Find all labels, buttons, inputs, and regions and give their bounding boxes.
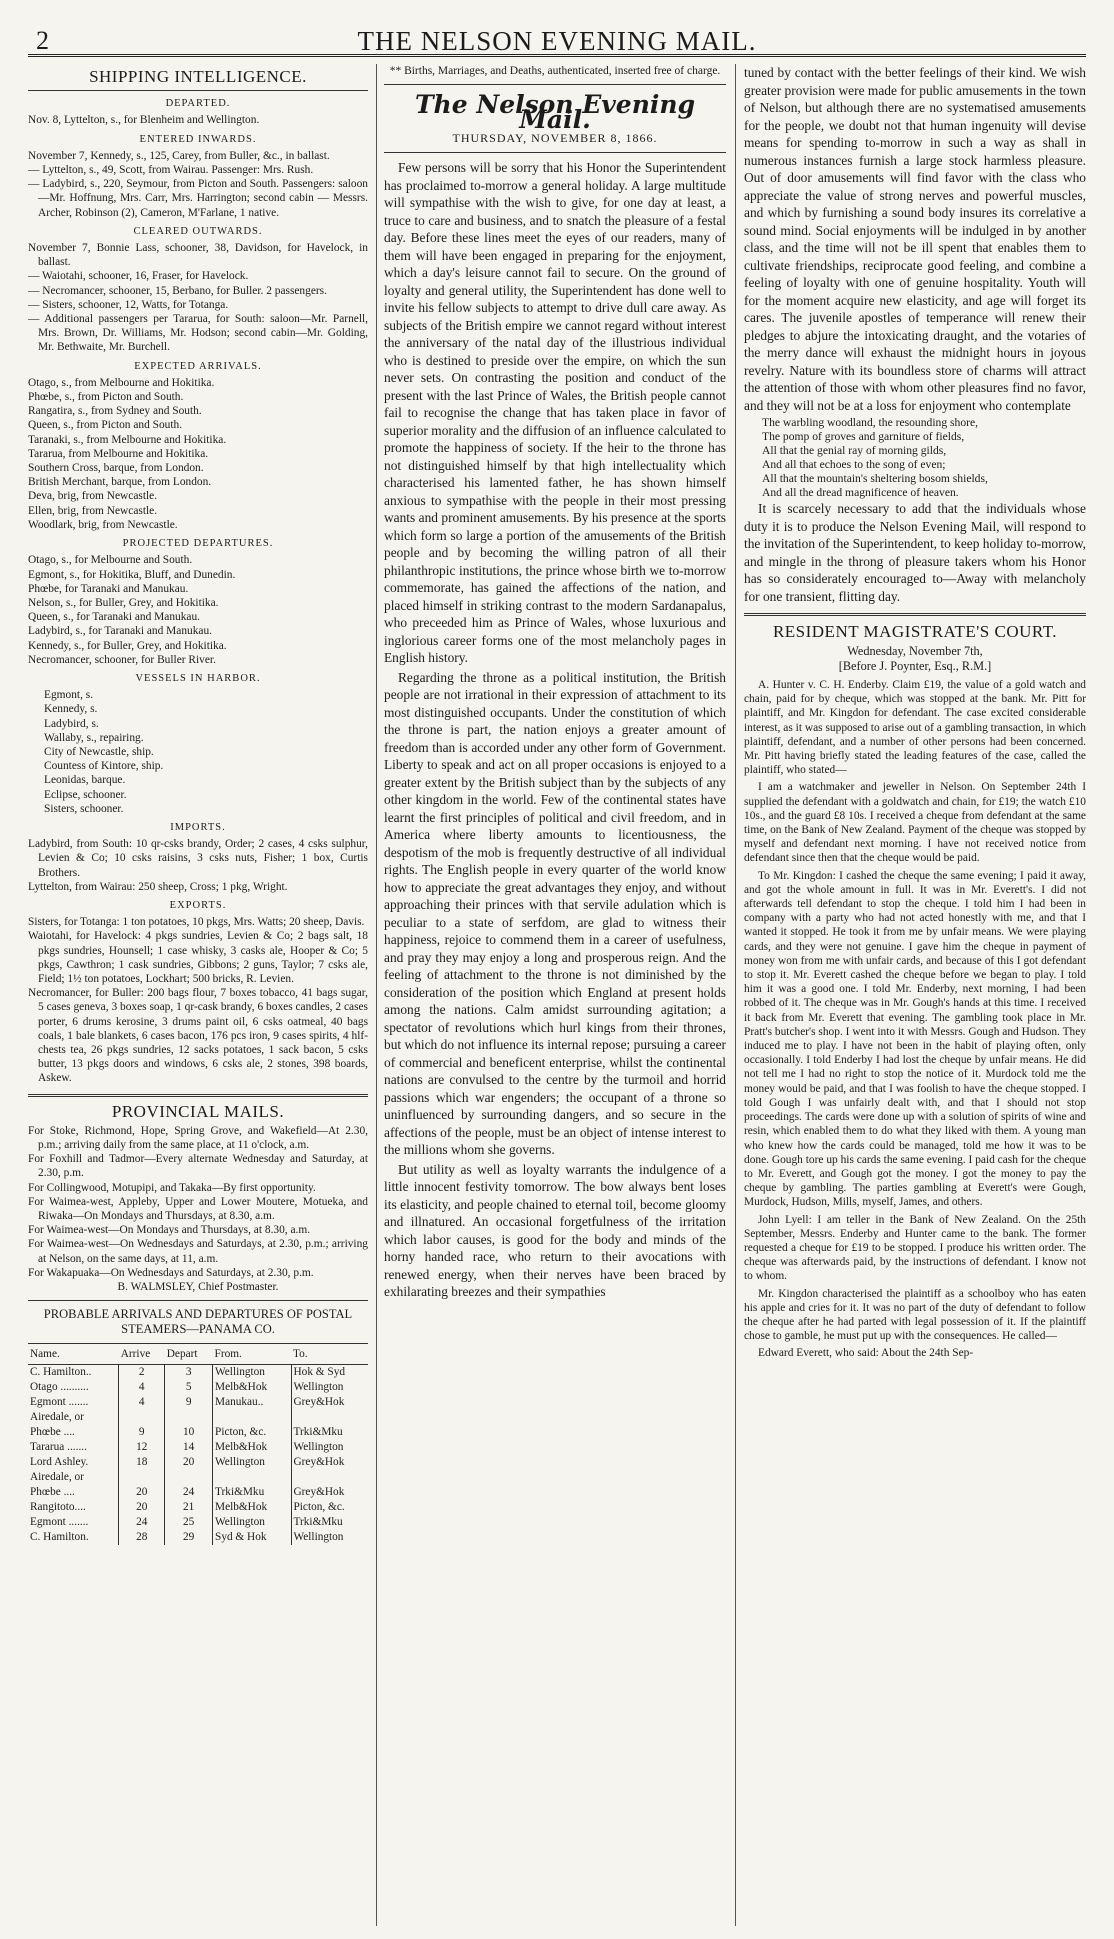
list-item: — Additional passengers per Tararua, for South: saloon—Mr. Parnell, Mrs. Brown, Dr. Williams, Mr. Hodson; second cabin—Mr. Golding, Mr. Bethwaite, Mr. Burchell. [28, 313, 368, 354]
poem-line: All that the mountain's sheltering bosom shields, [762, 472, 988, 485]
list-item: Southern Cross, barque, from London. [28, 462, 204, 475]
expected-list [28, 376, 368, 532]
table-cell [165, 1410, 213, 1425]
steamers-heading: PROBABLE ARRIVALS AND DEPARTURES OF POSTAL STEAMERS—PANAMA CO. [43, 1307, 353, 1337]
table-cell: 14 [165, 1440, 213, 1455]
table-cell [291, 1470, 368, 1485]
court-paragraph: To Mr. Kingdon: I cashed the cheque the same evening; I paid it away, and got the whole amount in full. It was in Mr. Everett's. I did not afterwards tell defendant to stop the cheque. I told him I had been in company with a party who had not acted honestly with me, and that I wanted it stopped. He took it from me by unfair means. We were playing cards, and they were not genuine. I gave him the cheque in payment of money won from me with unfair cards, and because of this I got defendant to stop it. Mr. Everett cashed the cheque before we began to play. I told him it was a good one. I told Mr. Enderby, next morning, I had been robbed of it. The cheque was in Mr. Gough's hands at this time. I received it back from Mr. Everett that evening. The gambling took place in Mr. Pratt's butcher's shop. I went into it with Messrs. Gough and Hudson. They induced me to play. I have not been in the habit of playing often, only occasionally. I told Enderby I had lost the cheque by unfair means. He did not tell me I had no right to stop the notice of it. Murdock told me the money would be paid, and that I was foolish to have the cheque stopped. I told Gough I was unfairly dealt with, and that I should not stop proceedings. The cards were done up with a solution of spirits of wine and resin, which enabled them to do what they liked with them. A young man who knew how the cards could be managed, told me how it was to be done. Gough tore up his cards the same evening. I paid cash for the cheque to Mr. Everett, and Gough got the money. I got the money to pay the cheque by gambling. The parties gambling at Everett's were Gough, Murdock, Hudson, Mills, myself, James, and others. [744, 869, 1086, 1209]
poem-line: The warbling woodland, the resounding shore, [762, 416, 979, 429]
column-header: To. [291, 1344, 368, 1365]
postmaster-signature: B. WALMSLEY, Chief Postmaster. [117, 1281, 279, 1294]
editorial-paragraph: Few persons will be sorry that his Honor the Superintendent has proclaimed to-morrow a general holiday. A large multitude will sympathise with the wish to give, for one day at least, a truce to care and business, and to snatch the pleasure of a festal day. Before these lines meet the eyes of our readers, many of them will have been engaged in preparing for the enjoyment, which a day's leisure cannot fail to secure. On the ground of loyalty and general utility, the Superintendent has done well to invite his fellow subjects to attempt to drive dull care away. As subjects of the British empire we cannot regard without interest the anniversary of the natal day of the illustrious individual who is destined to preside over the empire, on which the sun never sets. On contrasting the position and conduct of the present with the last Prince of Wales, the British people cannot fail to recognise the change that has taken place in favor of superior morality and the diffusion of an influence calculated to promote the happiness of society. If the heir to the throne has not distinguished himself by that high intellectuality which characterised his lamented father, he has shown himself anxious to sympathise with the people in their most pressing wants and prominent amusements. By his presence at the sports which form so large a portion of the amusements of the British people and by becoming the willing patron of all their philanthropic institutions, the prince whose birth we to-morrow commemorate, has gained the affections of the nation, and placed himself in striking contrast to the modern Sardanapalus, who preceeded him as Prince of Wales, whose luxurious and inglorious career forms one of the most melancholy pages in English history. [384, 160, 726, 665]
table-cell: Trki&Mku [291, 1425, 368, 1440]
court-paragraph: A. Hunter v. C. H. Enderby. Claim £19, the value of a gold watch and chain, paid for by cheque, which was stopped at the bank. Mr. Pitt for plaintiff, and Mr. Kingdon for defendant. The case excited considerable interest, as it was supposed to arise out of a gambling transaction, in which plaintiff, defendant, and a number of other persons had been concerned. Mr. Pitt having briefly stated the leading features of the case, called the plaintiff, who stated— [744, 679, 1086, 777]
list-item: — Ladybird, s., 220, Seymour, from Picton and South. Passengers: saloon—Mr. Hoffnung, Mrs. Carr, Mrs. Harrington; second cabin — Messrs. Archer, Robinson (2), Cameron, M'Farlane, 1 native. [28, 178, 368, 219]
column-divider [735, 64, 736, 1926]
table-cell: Syd & Hok [213, 1530, 291, 1545]
list-item: Waiotahi, for Havelock: 4 pkgs sundries, Levien & Co; 2 bags salt, 18 pkgs sundries, Hounsell; 1 case whisky, 3 casks ale, Hooper & Co; 5 pkgs, Cawthron; 1 cask sundries, Gibbons; 2 guns, Taylor; 7 csks ale, Field; 1½ ton potatoes, Lockhart; 500 bricks, R. Levien. [28, 930, 368, 985]
table-header-row [28, 1344, 368, 1365]
mails-list [28, 1124, 368, 1280]
newspaper-title: THE NELSON EVENING MAIL. [357, 26, 757, 56]
table-cell: 4 [119, 1395, 165, 1410]
court-paragraph: John Lyell: I am teller in the Bank of New Zealand. On the 25th September, Messrs. Enderby and Hunter came to the bank. The former requested a cheque for £19 to be stopped. I produce his written order. The cheque was afterwards paid, by the instructions of defendant. I know not to whom. [744, 1213, 1086, 1283]
cleared-list [28, 241, 368, 355]
list-item: For Waimea-west, Appleby, Upper and Lower Moutere, Motueka, and Riwaka—On Mondays and Thursdays, at 8.30, a.m. [28, 1195, 368, 1223]
list-item: For Waimea-west—On Mondays and Thursdays, at 8.30, a.m. [28, 1224, 311, 1237]
page-number: 2 [36, 26, 49, 55]
table-cell [119, 1470, 165, 1485]
entered-label: ENTERED INWARDS. [139, 133, 257, 145]
poem-line: All that the genial ray of morning gilds, [762, 444, 947, 457]
list-item: Nov. 8, Lyttelton, s., for Blenheim and Wellington. [28, 114, 260, 127]
table-cell: 20 [119, 1485, 165, 1500]
list-item: Ellen, brig, from Newcastle. [28, 504, 158, 517]
table-cell [119, 1410, 165, 1425]
table-row [28, 1380, 368, 1395]
editorial-masthead: The Nelson Evening Mail. [414, 90, 696, 134]
table-cell: 18 [119, 1455, 165, 1470]
table-cell: 9 [119, 1425, 165, 1440]
table-cell: 28 [119, 1530, 165, 1545]
list-item: Wallaby, s., repairing. [44, 731, 144, 744]
table-row [28, 1425, 368, 1440]
dateline: THURSDAY, NOVEMBER 8, 1866. [452, 131, 658, 145]
departed-label: DEPARTED. [165, 98, 231, 110]
table-cell: 9 [165, 1395, 213, 1410]
court-paragraph: Mr. Kingdon characterised the plaintiff as a schoolboy who has eaten his apple and cries for it. It was no part of the duty of defendant to follow the cheque after he had parted with legal possession of it. If the plaintiff chose to gamble, he must put up with the consequences. He called— [744, 1287, 1086, 1343]
table-cell: 24 [119, 1515, 165, 1530]
list-item: Queen, s., for Taranaki and Manukau. [28, 611, 201, 624]
steamers-table [28, 1343, 368, 1545]
divider [384, 84, 726, 85]
table-cell: Picton, &c. [213, 1425, 291, 1440]
masthead [28, 14, 1086, 57]
poem-line: And all that echoes to the song of even; [762, 458, 946, 471]
list-item: Leonidas, barque. [44, 774, 126, 787]
editorial-paragraph: Regarding the throne as a political institution, the British people are not irrational in their expression of attachment to its most distinguished occupants. Under the constitution of which the throne is part, the nation enjoys a greater amount of freedom than is accorded under any other form of Government. Liberty to speak and act on all proper occasions is enjoyed to a greater extent by the British subject than by the subjects of any other kingdom in the world. Few of the continental states have learnt the first principles of political and civil freedom, and in America where liberty amounts to licentiousness, the despotism of the mob is frequently destructive of all individual rights. The English people in every quarter of the world know how to appreciate the great advantages they enjoy, and without approaching their princes with that servile adulation which is peculiar to a state of serfdom, are glad to witness their happiness, rejoice to commend them in a career of usefulness, and pray they may enjoy a long and prosperous reign. And the feeling of attachment to the throne is not diminished by the consideration of the position which England at present holds among the nations. Calm amidst surrounding agitation; a spectator of revolutions which hurl kings from their thrones, but which do not influence its internal repose; pursuing a career of commercial and beneficent enterprise, whilst the continental nations are convulsed to the centre by the turmoil and horrid passions which war engenders; the occupant of a throne so uninfluenced by surrounding dangers, and so secure in the affections of the people, must be an object of intense interest to the millions whom she governs. [384, 669, 726, 1157]
list-item: November 7, Kennedy, s., 125, Carey, from Buller, &c., in ballast. [28, 149, 330, 162]
table-cell: Melb&Hok [213, 1500, 291, 1515]
harbor-label: VESSELS IN HARBOR. [135, 672, 261, 684]
table-cell: 25 [165, 1515, 213, 1530]
table-row [28, 1530, 368, 1545]
list-item: Queen, s., from Picton and South. [28, 419, 183, 432]
table-row [28, 1395, 368, 1410]
projected-label: PROJECTED DEPARTURES. [122, 538, 274, 550]
divider [28, 90, 368, 91]
column-divider [376, 64, 377, 1926]
list-item: For Collingwood, Motupipi, and Takaka—By first opportunity. [28, 1181, 316, 1194]
table-cell: 4 [119, 1380, 165, 1395]
list-item: — Waiotahi, schooner, 16, Fraser, for Havelock. [28, 270, 249, 283]
list-item: Sisters, for Totanga: 1 ton potatoes, 10 pkgs, Mrs. Watts; 20 sheep, Davis. [28, 916, 365, 929]
table-cell: Wellington [291, 1530, 368, 1545]
list-item: Ladybird, from South: 10 qr-csks brandy, Order; 2 cases, 4 csks sulphur, Levien & Co; 10 csks raisins, 3 csks nuts, Fisher; 1 box, Curtis Brothers. [28, 838, 368, 879]
list-item: — Sisters, schooner, 12, Watts, for Totanga. [28, 298, 229, 311]
table-cell: Lord Ashley. [30, 1456, 89, 1469]
column-header: Depart [165, 1344, 213, 1365]
list-item: Taranaki, s., from Melbourne and Hokitika. [28, 433, 227, 446]
column-header: Name. [28, 1344, 119, 1365]
column-header: Arrive [119, 1344, 165, 1365]
steamers-table-body [28, 1365, 368, 1546]
list-item: Eclipse, schooner. [44, 788, 127, 801]
table-cell [213, 1410, 291, 1425]
table-cell: Otago .......... [30, 1381, 89, 1394]
divider [384, 152, 726, 153]
table-cell: Airedale, or [30, 1471, 84, 1484]
table-cell [165, 1470, 213, 1485]
editorial-paragraph: tuned by contact with the better feelings of their kind. We wish greater provision were made for public amusements in the town of Nelson, but although there are no systematised amusements for the people, we doubt not that human ingenuity will devise means for spending to-morrow in such a way as shall in numerous instances furnish a large stock harmless pleasure. Out of door amusements will find favor with the class who appreciate the value of strong nerves and powerful muscles, and which by furnishing a sound body insures its correlative a sound mind. Social enjoyments will be indulged in by another class, and the time will not be ill spent that enables them to cultivate friendships, reciprocate good feeling, and combine a feeling of loyalty with one of genuine hospitality. Youth will for the moment acquire new elasticity, and age will forget its cares. The juvenile apostles of temperance will renew their pledges to abjure the intoxicating draught, and the votaries of the merry dance will exhaust the midnight hours in joyous revelry. Nature with its boundless store of charms will attract the attention of those with whom other pleasures find no favor, and they will not be at a loss for enjoyment who contemplate [744, 65, 1086, 413]
list-item: Kennedy, s., for Buller, Grey, and Hokitika. [28, 639, 227, 652]
table-cell: Grey&Hok [291, 1455, 368, 1470]
list-item: For Wakapuaka—On Wednesdays and Saturdays, at 2.30, p.m. [28, 1266, 314, 1279]
projected-list [28, 553, 368, 667]
exports-list [28, 915, 368, 1085]
list-item: Woodlark, brig, from Newcastle. [28, 518, 178, 531]
table-cell [291, 1410, 368, 1425]
table-row [28, 1365, 368, 1381]
list-item: Otago, s., from Melbourne and Hokitika. [28, 376, 215, 389]
court-report [744, 678, 1086, 1361]
table-cell: 20 [165, 1455, 213, 1470]
list-item: — Lyttelton, s., 49, Scott, from Wairau. Passenger: Mrs. Rush. [28, 164, 314, 177]
table-cell [213, 1470, 291, 1485]
table-cell: Wellington [213, 1515, 291, 1530]
divider [28, 1300, 368, 1301]
list-item: Necromancer, for Buller: 200 bags flour, 7 boxes tobacco, 41 bags sugar, 5 cases geneva, 3 boxes soap, 1 qr-cask brandy, 6 boxes candles, 2 cases porter, 6 drums kerosine, 3 drums paint oil, 6 csks oatmeal, 40 bags coals, 1 bale blankets, 6 cases bacon, 176 pcs iron, 9 cases spirits, 4 hlf-chests tea, 26 pkgs sundries, 12 sacks potatoes, 1 sack bacon, 5 csks butter, 13 pkgs doors and windows, 6 csks ale, 2 stones, 398 boards, Askew. [28, 987, 368, 1085]
harbor-list [28, 688, 368, 816]
list-item: Rangatira, s., from Sydney and South. [28, 405, 202, 418]
table-cell: C. Hamilton.. [30, 1366, 92, 1379]
court-heading: RESIDENT MAGISTRATE'S COURT. [772, 622, 1058, 641]
table-cell: Egmont ....... [30, 1516, 89, 1529]
notice: ** Births, Marriages, and Deaths, authenticated, inserted free of charge. [389, 65, 721, 77]
table-cell: 3 [165, 1365, 213, 1381]
table-cell: 29 [165, 1530, 213, 1545]
departed-list [28, 113, 368, 127]
table-cell: Grey&Hok [291, 1485, 368, 1500]
table-row [28, 1440, 368, 1455]
table-cell: 2 [119, 1365, 165, 1381]
list-item: Otago, s., for Melbourne and South. [28, 554, 193, 567]
table-cell: 20 [119, 1500, 165, 1515]
editorial-body [384, 159, 726, 1301]
editorial-continuation [744, 64, 1086, 414]
poem [744, 416, 1086, 500]
table-cell: 21 [165, 1500, 213, 1515]
column-editorial-continued [744, 64, 1086, 1926]
list-item: Phœbe, for Taranaki and Manukau. [28, 582, 189, 595]
list-item: Phœbe, s., from Picton and South. [28, 391, 184, 404]
list-item: Egmont, s., for Hokitika, Bluff, and Dunedin. [28, 568, 236, 581]
table-cell: Picton, &c. [291, 1500, 368, 1515]
court-paragraph: Edward Everett, who said: About the 24th Sep- [758, 1347, 974, 1360]
list-item: For Stoke, Richmond, Hope, Spring Grove, and Wakefield—At 2.30, p.m.; arriving daily from the same place, at 11 o'clock, a.m. [28, 1124, 368, 1152]
list-item: Necromancer, schooner, for Buller River. [28, 653, 216, 666]
list-item: Countess of Kintore, ship. [44, 760, 164, 773]
imports-label: IMPORTS. [170, 821, 226, 833]
table-cell: Phœbe .... [30, 1426, 75, 1439]
table-cell: Trki&Mku [291, 1515, 368, 1530]
table-row [28, 1515, 368, 1530]
table-cell: Wellington [213, 1365, 291, 1381]
court-paragraph: I am a watchmaker and jeweller in Nelson. On September 24th I supplied the defendant with a goldwatch and chain, for £19; the watch £10 10s., and the guard £8 10s. I received a cheque from defendant at the same time, on the Bank of New Zealand. Payment of the cheque was stopped by myself and defendant next morning. I have not received notice from defendant since then that the cheque would be paid. [744, 781, 1086, 865]
poem-line: And all the dread magnificence of heaven. [762, 486, 959, 499]
expected-label: EXPECTED ARRIVALS. [134, 360, 262, 372]
list-item: Egmont, s. [44, 689, 94, 702]
list-item: — Necromancer, schooner, 15, Berbano, for Buller. 2 passengers. [28, 284, 327, 297]
table-cell: Melb&Hok [213, 1380, 291, 1395]
list-item: Tararua, from Melbourne and Hokitika. [28, 447, 209, 460]
editorial-paragraph: But utility as well as loyalty warrants the indulgence of a little innocent festivity tomorrow. The bow always bent loses its elasticity, and people chained to eternal toil, become gloomy and illnatured. An occasional forgetfulness of the irritation which labor causes, is good for the body and minds of the horny handed race, who return to their avocations with renewed energy, when their nerves have been braced by exhilarating breezes and their sympathies [384, 1161, 726, 1299]
court-date: Wednesday, November 7th, [847, 644, 983, 658]
table-row [28, 1455, 368, 1470]
table-cell: Manukau.. [213, 1395, 291, 1410]
court-magistrate: [Before J. Poynter, Esq., R.M.] [838, 659, 992, 673]
table-cell: C. Hamilton. [30, 1531, 89, 1544]
table-cell: 24 [165, 1485, 213, 1500]
table-cell: Tararua ....... [30, 1441, 87, 1454]
table-cell: 10 [165, 1425, 213, 1440]
table-cell: Airedale, or [30, 1411, 84, 1424]
table-cell: Wellington [291, 1380, 368, 1395]
list-item: For Waimea-west—On Wednesdays and Saturdays, at 2.30, p.m.; arriving at Nelson, on the same days, at 11, a.m. [28, 1238, 368, 1265]
exports-label: EXPORTS. [169, 899, 227, 911]
table-cell: 12 [119, 1440, 165, 1455]
list-item: City of Newcastle, ship. [44, 745, 154, 758]
cleared-label: CLEARED OUTWARDS. [133, 225, 263, 237]
table-cell: Rangitoto.... [30, 1501, 86, 1514]
list-item: Ladybird, s. [44, 717, 99, 730]
list-item: Lyttelton, from Wairau: 250 sheep, Cross; 1 pkg, Wright. [28, 880, 288, 893]
mails-heading: PROVINCIAL MAILS. [111, 1101, 285, 1121]
table-cell: Melb&Hok [213, 1440, 291, 1455]
list-item: Sisters, schooner. [44, 802, 124, 815]
editorial-closing [744, 500, 1086, 605]
table-cell: Phœbe .... [30, 1486, 75, 1499]
table-row [28, 1410, 368, 1425]
list-item: Ladybird, s., for Taranaki and Manukau. [28, 625, 213, 638]
table-row [28, 1485, 368, 1500]
table-cell: 5 [165, 1380, 213, 1395]
list-item: British Merchant, barque, from London. [28, 476, 212, 489]
table-row [28, 1500, 368, 1515]
table-cell: Wellington [291, 1440, 368, 1455]
table-row [28, 1470, 368, 1485]
list-item: For Foxhill and Tadmor—Every alternate Wednesday and Saturday, at 2.30, p.m. [28, 1153, 368, 1180]
shipping-heading: SHIPPING INTELLIGENCE. [89, 67, 307, 86]
section-divider [28, 1094, 368, 1097]
table-cell: Trki&Mku [213, 1485, 291, 1500]
section-divider [744, 613, 1086, 616]
column-shipping [28, 64, 368, 1926]
imports-list [28, 837, 368, 894]
list-item: Deva, brig, from Newcastle. [28, 490, 158, 503]
list-item: Kennedy, s. [44, 703, 98, 716]
list-item: November 7, Bonnie Lass, schooner, 38, Davidson, for Havelock, in ballast. [28, 242, 368, 269]
table-cell: Egmont ....... [30, 1396, 89, 1409]
poem-line: The pomp of groves and garniture of fields, [762, 430, 965, 443]
editorial-paragraph: It is scarcely necessary to add that the individuals whose duty it is to produce the Nelson Evening Mail, will respond to the invitation of the Superintendent, to keep holiday to-morrow, and mingle in the throng of pleasure takers whom his Honor has so considerately encouraged to—Away with melancholy for one transient, flitting day. [744, 501, 1086, 604]
table-cell: Wellington [213, 1455, 291, 1470]
column-editorial [384, 64, 726, 1926]
column-header: From. [213, 1344, 291, 1365]
table-cell: Grey&Hok [291, 1395, 368, 1410]
entered-list [28, 149, 368, 220]
list-item: Nelson, s., for Buller, Grey, and Hokitika. [28, 596, 219, 609]
table-cell: Hok & Syd [291, 1365, 368, 1381]
